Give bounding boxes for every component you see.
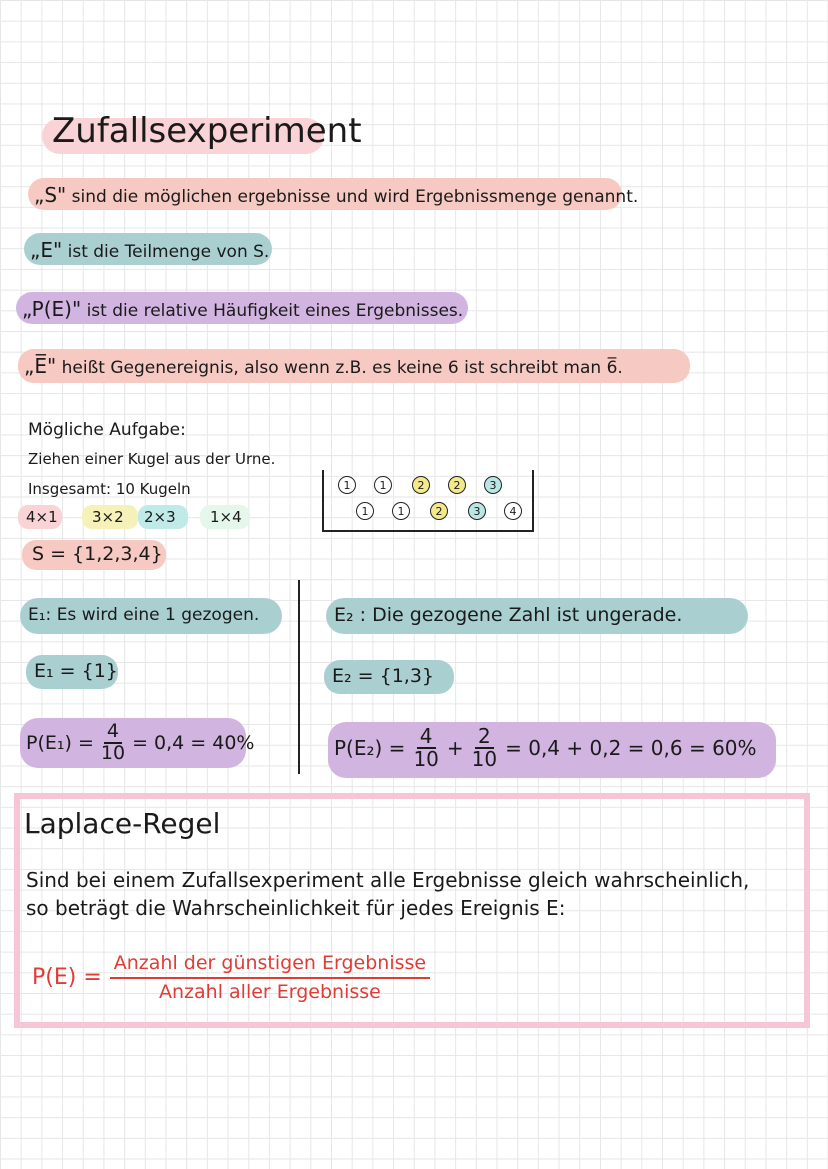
def-s — [34, 185, 638, 206]
def-e-text: ist die Teilmenge von S. — [67, 242, 270, 262]
laplace-numerator: Anzahl der günstigen Ergebnisse — [110, 952, 430, 979]
ball-top-2: 1 — [374, 476, 392, 494]
example-heading: Mögliche Aufgabe: — [28, 420, 186, 440]
ball-top-1: 1 — [338, 476, 356, 494]
ball-bottom-2: 1 — [392, 502, 410, 520]
def-pe-text: ist die relative Häufigkeit eines Ergebnisses. — [86, 301, 464, 321]
def-pe — [22, 299, 463, 320]
p-e1-fraction — [98, 722, 128, 764]
count-1: 4×1 — [26, 508, 58, 526]
urn — [322, 470, 534, 532]
laplace-line2: so beträgt die Wahrscheinlichkeit für jedes Ereignis E: — [26, 896, 566, 920]
event1: E₁: Es wird eine 1 gezogen. — [28, 605, 260, 625]
ball-top-3: 2 — [412, 476, 430, 494]
event1-set: E₁ = {1} — [34, 660, 118, 682]
sample-space: S = {1,2,3,4} — [32, 543, 163, 565]
p-e1-numerator: 4 — [104, 722, 122, 744]
def-s-symbol: „S" — [34, 183, 67, 207]
event2: E₂ : Die gezogene Zahl ist ungerade. — [334, 604, 683, 626]
p-e1-prefix: P(E₁) = — [26, 731, 94, 754]
p-e2 — [334, 726, 757, 770]
p-e2-fraction-2 — [469, 726, 500, 770]
def-pe-symbol: „P(E)" — [22, 297, 82, 321]
p-e2-fraction-2-denominator: 10 — [471, 747, 498, 771]
ball-bottom-5: 4 — [504, 502, 522, 520]
p-e2-fraction-1-denominator: 10 — [413, 747, 439, 771]
count-4: 1×4 — [210, 508, 242, 526]
p-e2-plus: + — [446, 736, 464, 760]
laplace-formula — [32, 952, 430, 1004]
def-e — [30, 240, 269, 261]
p-e2-result: = 0,4 + 0,2 = 0,6 = 60% — [505, 736, 757, 760]
ball-top-5: 3 — [484, 476, 502, 494]
laplace-denominator: Anzahl aller Ergebnisse — [159, 980, 381, 1003]
p-e1 — [26, 722, 254, 764]
def-ebar — [24, 356, 623, 377]
count-3: 2×3 — [144, 508, 176, 526]
ball-top-4: 2 — [448, 476, 466, 494]
p-e1-result: = 0,4 = 40% — [132, 731, 255, 754]
def-ebar-symbol: „E̅" — [24, 354, 57, 378]
ball-bottom-3: 2 — [430, 502, 448, 520]
p-e2-prefix: P(E₂) = — [334, 736, 406, 760]
laplace-line1: Sind bei einem Zufallsexperiment alle Ergebnisse gleich wahrscheinlich, — [26, 868, 750, 892]
ball-bottom-1: 1 — [356, 502, 374, 520]
p-e2-fraction-1 — [410, 726, 441, 770]
laplace-formula-prefix: P(E) = — [32, 965, 102, 991]
p-e2-fraction-1-numerator: 4 — [417, 726, 436, 749]
event2-set: E₂ = {1,3} — [332, 665, 435, 687]
laplace-heading: Laplace-Regel — [24, 807, 221, 840]
example-line1: Ziehen einer Kugel aus der Urne. — [28, 450, 276, 468]
column-divider — [298, 580, 300, 774]
ball-bottom-4: 3 — [468, 502, 486, 520]
def-s-text: sind die möglichen ergebnisse und wird Ergebnissmenge genannt. — [71, 187, 639, 207]
def-e-symbol: „E" — [30, 238, 63, 262]
example-line2: Insgesamt: 10 Kugeln — [28, 480, 191, 498]
page-title: Zufallsexperiment — [52, 111, 362, 151]
p-e1-denominator: 10 — [100, 741, 126, 764]
count-2: 3×2 — [92, 508, 124, 526]
p-e2-fraction-2-numerator: 2 — [475, 726, 494, 749]
def-ebar-text: heißt Gegenereignis, also wenn z.B. es keine 6 ist schreibt man 6̅. — [61, 358, 623, 378]
laplace-fraction — [110, 952, 430, 1004]
